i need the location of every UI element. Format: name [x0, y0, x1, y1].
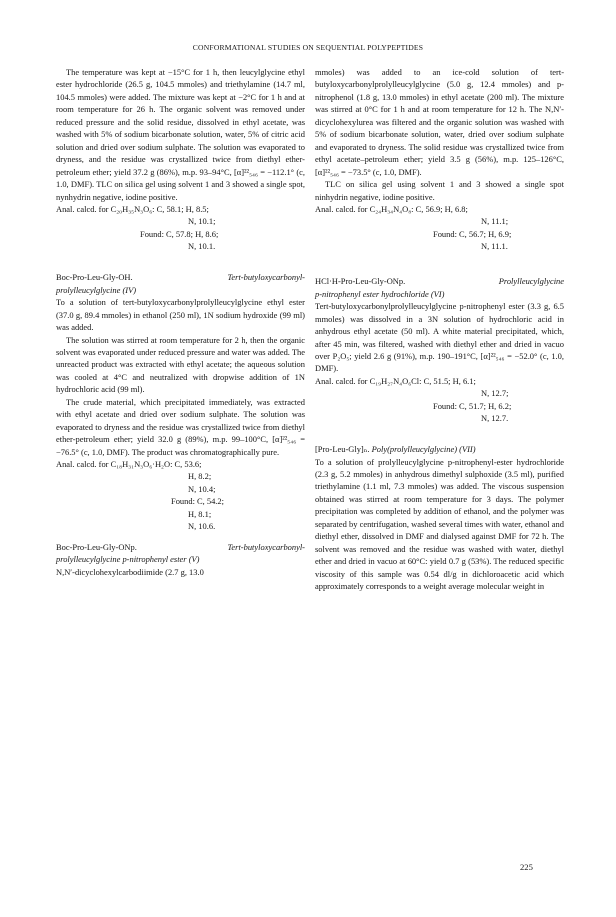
analysis-found-cont: H, 8.1; [188, 508, 212, 519]
analysis-calcd-cont: H, 8.2; [188, 471, 212, 482]
paragraph: The solution was stirred at room temperature for 2 h, then the organic solvent was evaporated under reduced pressure and water was added. The unreacted product was extracted with ethyl acetate; the aqueous solution was cooled at 4°C and neutralized with dropwise addition of 1N hydrochloric acid (99 ml). [56, 334, 305, 395]
analysis-calcd-cont: N, 11.1; [481, 216, 509, 227]
compound-formula: Boc-Pro-Leu-Gly-OH. [56, 272, 133, 283]
page-number: 225 [520, 862, 533, 872]
analysis-found: Found: C, 57.8; H, 8.6; [140, 228, 219, 239]
paragraph: N,N′-dicyclohexylcarbodiimide (2.7 g, 13.0 [56, 566, 204, 577]
analysis-calcd-cont: N, 10.1; [188, 216, 216, 227]
section-heading [315, 275, 564, 287]
paragraph: To a solution of prolylleucylglycine p-nitrophenyl-ester hydrochloride (2.3 g, 5.2 mmoles) in anhydrous dimethyl sulphoxide (3.5 ml), purified triethylamine (1.1 ml, 7.3 mmoles) was added. The viscous suspension obtained was stirred at room temperature for 3 days. The polymer precipitation was completed by addition of ethanol, and the polymer was separated by centrifugation, washed several times with water, ethanol and diethyl ether, dissolved in DMF and dialysed against DMF for 72 h. The solvent was removed and the residue was washed with water, diethyl ether and dried in vacuo at 60°C: yield 0.7 g (53%). The reduced specific viscosity of this sample was 0.54 dl/g in dichloroacetic acid which approximately corresponds to a weight average molecular weight in [315, 456, 564, 592]
compound-formula: HCl·H-Pro-Leu-Gly-ONp. [315, 276, 406, 287]
paragraph: mmoles) was added to an ice-cold solution of tert-butyloxycarbonylprolylleucylglycine (5.0 g, 12.4 mmoles) and p-nitrophenol (1.8 g, 13.0 mmoles) in ethyl acetate (200 ml). The mixture was stirred at 0°C for 1 h and at room temperature for 12 h. The N,N′-dicyclohexylurea was filtered and the organic solution was washed with 5% of sodium bicarbonate solution, water, dried over sodium sulphate and evaporated to dryness. The solid residue was crystallized twice from ethyl acetate–petroleum ether; yield 3.5 g (56%), m.p. 125–126°C, [α]²²₅₄₆ = −73.5° (c, 1.0, DMF). [315, 67, 564, 177]
section-heading [315, 443, 564, 455]
analysis-calcd: Anal. calcd. for C₂₄H₃₄N₄O₈: C, 56.9; H, 6.8; [315, 203, 468, 214]
left-column [56, 66, 305, 578]
analysis-found-cont: N, 12.7. [481, 413, 509, 424]
analysis-found-cont: N, 10.6. [188, 521, 216, 532]
analysis-calcd-cont: N, 12.7; [481, 388, 509, 399]
section-heading [56, 271, 305, 283]
compound-name: Poly(prolylleucylglycine) (VII) [371, 444, 476, 455]
compound-name-cont: p-nitrophenyl ester hydrochloride (VI) [315, 288, 445, 299]
analysis-calcd: Anal. calcd. for C₂₀H₃₅N₃O₆: C, 58.1; H, 8.5; [56, 203, 209, 214]
paragraph: TLC on silica gel using solvent 1 and 3 showed a single spot ninhydrin negative, iodine positive. [315, 179, 564, 202]
paragraph: The temperature was kept at −15°C for 1 h, then leucylglycine ethyl ester hydrochloride (26.5 g, 104.5 mmoles) and triethylamine (14.7 ml, 104.5 mmoles) were added. The mixture was kept at −2°C for 1 h and at room temperature for 26 h. The organic solvent was removed under reduced pressure and the solid residue, dissolved in ethyl acetate, was washed with 5% of sodium bicarbonate solution, water, 5% of citric acid solution and dried over sodium sulphate. The solution was evaporated to dryness, and the residue was crystallized twice from diethyl ether-petroleum ether; yield 37.2 g (86%), m.p. 93–94°C, [α]²²₅₄₆ = −112.1° (c, 1.0, DMF). TLC on silica gel using solvent 1 and 3 showed a single spot, nynhydrin negative, iodine positive. [56, 67, 305, 202]
analysis-found-cont: N, 11.1. [481, 241, 508, 252]
analysis-calcd-cont: N, 10.4; [188, 483, 216, 494]
compound-name: Tert-butyloxycarbonyl- [227, 541, 305, 552]
analysis-calcd: Anal. calcd. for C₁₈H₃₁N₃O₆·H₂O: C, 53.6; [56, 459, 202, 470]
compound-name: Prolylleucylglycine [498, 276, 564, 287]
compound-formula: Boc-Pro-Leu-Gly-ONp. [56, 541, 137, 552]
paragraph: The crude material, which precipitated immediately, was extracted with ethyl acetate and dried over sodium sulphate. The solution was evaporated to dryness and the residue was crystallized twice from diethyl ether-petroleum ether; yield 32.0 g (89%), m.p. 99–100°C, [α]²²₅₄₆ = −76.5° (c, 1.0, DMF). The product was chromatographically pure. [56, 396, 305, 457]
right-column [315, 66, 564, 593]
compound-name: Tert-butyloxycarbonyl- [227, 272, 305, 283]
analysis-found-cont: N, 10.1. [188, 241, 216, 252]
paragraph: To a solution of tert-butyloxycarbonylprolylleucylglycine ethyl ester (37.0 g, 89.4 mmoles) in ethanol (250 ml), 1N sodium hydroxide (99 ml) was added. [56, 297, 305, 333]
analysis-found: Found: C, 56.7; H, 6.9; [433, 228, 512, 239]
compound-name-cont: prolylleucylglycine p-nitrophenyl ester (V) [56, 554, 200, 565]
section-heading [56, 541, 305, 553]
paragraph: Tert-butyloxycarbonylprolylleucylglycine p-nitrophenyl ester (3.3 g, 6.5 mmoles) was dissolved in a 3N solution of hydrochloric acid in anhydrous ethyl acetate (50 ml). A white material precipitated, which, after 45 min, was filtered, washed with diethyl ether and dried in vacuo over P₂O₅; yield 2.6 g (91%), m.p. 190–191°C, [α]²²₅₄₆ = −52.0° (c, 1.0, DMF). [315, 301, 564, 374]
compound-formula: [Pro-Leu-Gly]ₙ. [315, 444, 370, 455]
analysis-calcd: Anal. calcd. for C₁₉H₂₇N₄O₆Cl: C, 51.5; H, 6.1; [315, 375, 476, 386]
analysis-found: Found: C, 54.2; [171, 496, 224, 507]
analysis-found: Found: C, 51.7; H, 6.2; [433, 400, 512, 411]
running-head: CONFORMATIONAL STUDIES ON SEQUENTIAL POLYPEPTIDES [192, 43, 424, 52]
compound-name-cont: prolylleucylglycine (IV) [56, 284, 137, 295]
